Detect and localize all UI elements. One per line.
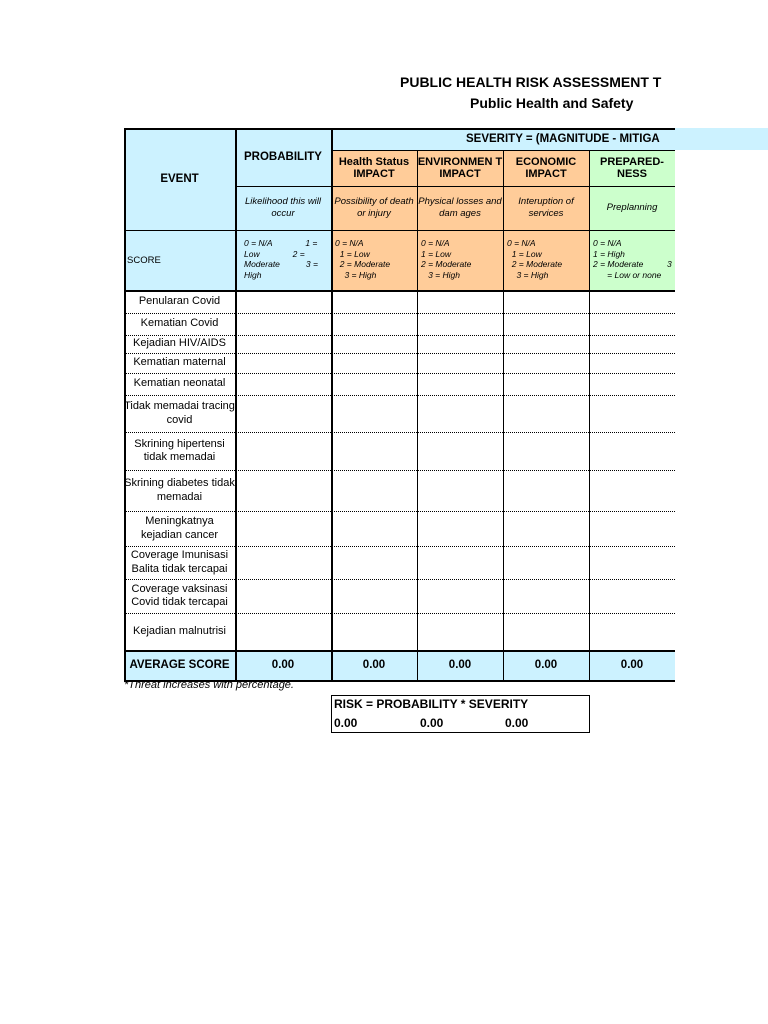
score-cell[interactable]: [589, 432, 675, 470]
probability-header: PROBABILITY: [235, 128, 331, 186]
severity-column-title: PREPARED- NESS: [589, 150, 675, 186]
score-cell[interactable]: [417, 313, 503, 335]
grid-line: [503, 150, 504, 680]
severity-header: SEVERITY = (MAGNITUDE - MITIGA: [331, 128, 768, 150]
score-cell[interactable]: [503, 395, 589, 432]
event-name: Kematian maternal: [133, 356, 226, 369]
severity-column-desc: Possibility of death or injury: [331, 186, 417, 230]
score-cell[interactable]: [331, 432, 417, 470]
score-cell[interactable]: [235, 579, 331, 613]
grid-line: [235, 128, 237, 680]
score-cell[interactable]: [235, 353, 331, 373]
score-cell[interactable]: [331, 511, 417, 546]
score-cell[interactable]: [589, 579, 675, 613]
severity-column-scale: 0 = N/A 1 = Low 2 = Moderate 3 = High: [417, 230, 503, 290]
score-cell[interactable]: [417, 470, 503, 511]
risk-value: 0.00: [334, 716, 358, 730]
event-name: Penularan Covid: [138, 294, 221, 307]
score-cell[interactable]: [503, 546, 589, 579]
average-value: 0.00: [331, 650, 417, 680]
grid-line: [124, 290, 675, 292]
grid-line: [124, 128, 675, 130]
grid-line: [124, 579, 675, 580]
score-cell[interactable]: [331, 470, 417, 511]
probability-desc: Likelihood this will occur: [235, 186, 331, 230]
score-cell[interactable]: [417, 373, 503, 395]
score-cell[interactable]: [235, 546, 331, 579]
score-cell[interactable]: [417, 395, 503, 432]
severity-column-title: Health Status IMPACT: [331, 150, 417, 186]
event-name: Coverage vaksinasi Covid tidak tercapai: [131, 582, 228, 608]
grid-line: [235, 186, 675, 187]
score-cell[interactable]: [417, 290, 503, 313]
score-cell[interactable]: [235, 470, 331, 511]
score-cell[interactable]: [589, 546, 675, 579]
score-cell[interactable]: [235, 432, 331, 470]
grid-line: [124, 128, 126, 680]
grid-line: [124, 313, 675, 314]
event-name: Kematian Covid: [140, 317, 219, 330]
score-cell[interactable]: [589, 353, 675, 373]
grid-line: [124, 511, 675, 512]
event-header: EVENT: [124, 128, 235, 230]
severity-column-scale: 0 = N/A 1 = Low 2 = Moderate 3 = High: [503, 230, 589, 290]
event-name: Kematian neonatal: [133, 377, 226, 390]
score-cell[interactable]: [331, 395, 417, 432]
score-cell[interactable]: [235, 335, 331, 353]
grid-line: [124, 373, 675, 374]
score-cell[interactable]: [417, 613, 503, 650]
score-cell[interactable]: [503, 432, 589, 470]
score-cell[interactable]: [331, 546, 417, 579]
event-name: Meningkatnya kejadian cancer: [140, 515, 219, 541]
score-label: SCORE: [124, 230, 235, 290]
average-value: 0.00: [589, 650, 675, 680]
event-name: Skrining hipertensi tidak memadai: [134, 437, 225, 463]
grid-line: [124, 470, 675, 471]
score-cell[interactable]: [331, 353, 417, 373]
score-cell[interactable]: [589, 395, 675, 432]
score-cell[interactable]: [417, 579, 503, 613]
score-cell[interactable]: [503, 313, 589, 335]
score-cell[interactable]: [503, 290, 589, 313]
score-cell[interactable]: [589, 373, 675, 395]
average-value: 0.00: [235, 650, 331, 680]
score-cell[interactable]: [589, 613, 675, 650]
score-cell[interactable]: [235, 373, 331, 395]
report-subtitle: Public Health and Safety: [470, 95, 634, 111]
score-cell[interactable]: [503, 335, 589, 353]
score-cell[interactable]: [417, 353, 503, 373]
score-cell[interactable]: [331, 373, 417, 395]
score-cell[interactable]: [331, 313, 417, 335]
score-cell[interactable]: [503, 613, 589, 650]
probability-scale: 0 = N/A 1 = Low 2 = Moderate 3 = High: [235, 230, 331, 290]
average-value: 0.00: [417, 650, 503, 680]
score-cell[interactable]: [235, 395, 331, 432]
severity-column-desc: Preplanning: [589, 186, 675, 230]
grid-line: [331, 128, 333, 680]
grid-line: [124, 230, 675, 231]
grid-line: [417, 150, 418, 680]
score-cell[interactable]: [417, 432, 503, 470]
score-cell[interactable]: [503, 470, 589, 511]
score-cell[interactable]: [589, 313, 675, 335]
report-title: PUBLIC HEALTH RISK ASSESSMENT T: [400, 74, 662, 90]
event-name: Tidak memadai tracing covid: [124, 400, 235, 426]
grid-line: [124, 432, 675, 433]
severity-column-scale: 0 = N/A 1 = High 2 = Moderate 3 = Low or none: [589, 230, 675, 290]
score-cell[interactable]: [331, 290, 417, 313]
grid-line: [124, 613, 675, 614]
score-cell[interactable]: [235, 511, 331, 546]
severity-column-title: ECONOMIC IMPACT: [503, 150, 589, 186]
score-cell[interactable]: [331, 579, 417, 613]
risk-value: 0.00: [420, 716, 444, 730]
grid-line: [589, 150, 590, 680]
footnote: *Threat increases with percentage.: [124, 679, 294, 691]
score-cell[interactable]: [503, 353, 589, 373]
score-cell[interactable]: [589, 470, 675, 511]
score-cell[interactable]: [417, 546, 503, 579]
event-name: Skrining diabetes tidak memadai: [124, 477, 235, 503]
score-cell[interactable]: [503, 511, 589, 546]
score-cell[interactable]: [589, 290, 675, 313]
risk-formula-box: [331, 695, 590, 733]
severity-column-scale: 0 = N/A 1 = Low 2 = Moderate 3 = High: [331, 230, 417, 290]
score-cell[interactable]: [331, 613, 417, 650]
score-cell[interactable]: [503, 579, 589, 613]
score-cell[interactable]: [235, 613, 331, 650]
grid-line: [124, 395, 675, 396]
grid-line: [124, 650, 675, 652]
event-name: Kejadian malnutrisi: [133, 624, 226, 637]
score-cell[interactable]: [503, 373, 589, 395]
grid-line: [124, 335, 675, 336]
score-cell[interactable]: [589, 511, 675, 546]
risk-formula: RISK = PROBABILITY * SEVERITY: [334, 697, 529, 711]
score-cell[interactable]: [589, 335, 675, 353]
average-value: 0.00: [503, 650, 589, 680]
severity-column-desc: Physical losses and dam ages: [417, 186, 503, 230]
score-cell[interactable]: [235, 290, 331, 313]
score-cell[interactable]: [417, 511, 503, 546]
severity-column-title: ENVIRONMEN T IMPACT: [417, 150, 503, 186]
event-name: Kejadian HIV/AIDS: [133, 337, 226, 350]
average-label: AVERAGE SCORE: [124, 650, 235, 680]
grid-line: [124, 546, 675, 547]
risk-value: 0.00: [505, 716, 529, 730]
score-cell[interactable]: [417, 335, 503, 353]
severity-column-desc: Interuption of services: [503, 186, 589, 230]
score-cell[interactable]: [235, 313, 331, 335]
grid-line: [124, 353, 675, 354]
event-name: Coverage Imunisasi Balita tidak tercapai: [130, 549, 229, 575]
score-cell[interactable]: [331, 335, 417, 353]
